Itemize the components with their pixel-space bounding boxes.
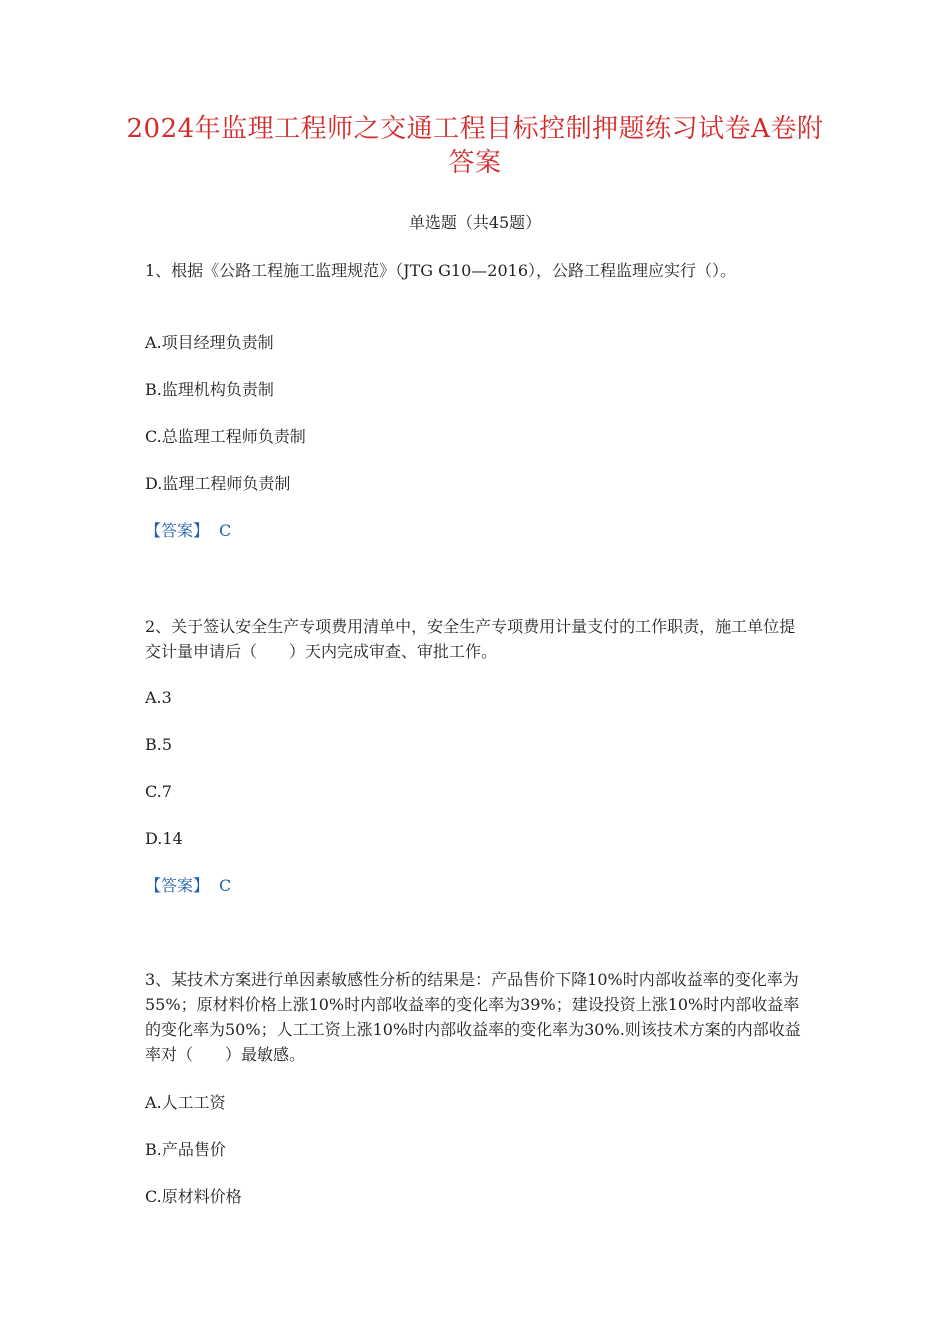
answer-value: C (219, 521, 232, 540)
question-2-option-d: D.14 (145, 829, 183, 848)
question-2-text: 2、关于签认安全生产专项费用清单中，安全生产专项费用计量支付的工作职责，施工单位提交计量申请后（ ）天内完成审查、审批工作。 (145, 617, 796, 661)
question-3-option-b: B.产品售价 (145, 1140, 226, 1159)
question-2-option-b: B.5 (145, 735, 173, 754)
question-3-option-c: C.原材料价格 (145, 1187, 242, 1206)
answer-tag: 【答案】 (145, 521, 210, 540)
question-3-option-a: A.人工工资 (145, 1093, 226, 1112)
question-1-option-a: A.项目经理负责制 (145, 333, 274, 352)
question-1-text: 1、根据《公路工程施工监理规范》（JTG G10—2016），公路工程监理应实行（）。 (145, 261, 736, 280)
question-2-option-c: C.7 (145, 782, 172, 801)
question-1-answer (145, 520, 231, 542)
question-2-answer (145, 875, 231, 897)
question-3-text: 3、某技术方案进行单因素敏感性分析的结果是：产品售价下降10%时内部收益率的变化率为55%；原材料价格上涨10%时内部收益率的变化率为39%；建设投资上涨10%时内部收益率的变化率为50%；人工工资上涨10%时内部收益率的变化率为30%.则该技术方案的内部收益率对（ ）最敏感。 (145, 970, 801, 1064)
section-heading: 单选题（共45题） (408, 213, 542, 232)
answer-tag: 【答案】 (145, 876, 210, 895)
question-1-option-d: D.监理工程师负责制 (145, 474, 291, 493)
question-1-option-b: B.监理机构负责制 (145, 380, 274, 399)
question-1-option-c: C.总监理工程师负责制 (145, 427, 306, 446)
answer-value: C (219, 876, 232, 895)
document-title: 2024年监理工程师之交通工程目标控制押题练习试卷A卷附答案 (126, 114, 824, 178)
question-2-option-a: A.3 (145, 688, 172, 707)
